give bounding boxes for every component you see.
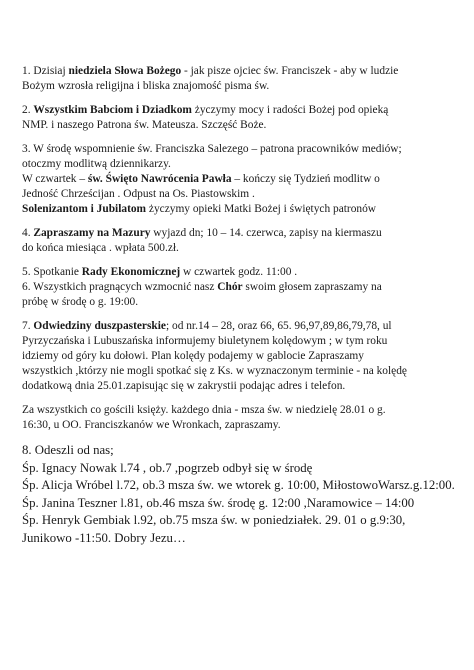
announcement-8-obituaries xyxy=(22,442,458,548)
announcement-3-line-5 xyxy=(22,202,458,217)
text: 4. xyxy=(22,227,34,239)
announcement-4 xyxy=(22,226,458,256)
announcement-4-line-1 xyxy=(22,226,458,241)
bold-text: Zapraszamy na Mazury xyxy=(33,227,151,239)
text: 1. Dzisiaj xyxy=(22,65,69,77)
bold-text: św. Święto Nawrócenia Pawła xyxy=(87,173,232,185)
text: życzymy opieki Matki Bożej i świętych patronów xyxy=(146,203,377,215)
text: wyjazd dn; 10 – 14. czerwca, zapisy na kiermaszu xyxy=(150,227,382,239)
announcement-3-line-3 xyxy=(22,172,458,187)
text: 6. Wszystkich pragnących wzmocnić nasz xyxy=(22,281,218,293)
announcement-7-line-5: dodatkową dnia 25.01.zapisując się w zakrystii podając adres i telefon. xyxy=(22,380,346,392)
guests-note xyxy=(22,403,458,433)
announcement-7-line-2: Pyrzyczańska i Lubuszańska informujemy biuletynem kolędowym ; w tym roku xyxy=(22,335,388,347)
obituary-line-3: Śp. Janina Teszner l.81, ob.46 msza św. środę g. 12:00 ,Naramowice – 14:00 xyxy=(22,495,415,510)
bold-text: Wszystkim Babciom i Dziadkom xyxy=(33,104,192,116)
bold-text: Chór xyxy=(217,281,243,293)
announcement-2 xyxy=(22,103,458,133)
text: W czwartek – xyxy=(22,173,88,185)
text: - jak pisze ojciec św. Franciszek - aby w ludzie xyxy=(181,65,399,77)
announcement-3-line-1: 3. W środę wspomnienie św. Franciszka Salezego – patrona pracowników mediów; xyxy=(22,143,402,155)
obituary-line-4: Śp. Henryk Gembiak l.92, ob.75 msza św. w poniedziałek. 29. 01 o g.9:30, xyxy=(22,513,406,528)
text: ; od nr.14 – 28, oraz 66, 65. 96,97,89,86,79,78, ul xyxy=(165,320,392,332)
bold-text: Odwiedziny duszpasterskie xyxy=(33,320,166,332)
text: życzymy mocy i radości Bożej pod opieką xyxy=(191,104,389,116)
announcement-3-line-2: otoczmy modlitwą dziennikarzy. xyxy=(22,158,171,170)
announcement-7-line-3: idziemy od góry ku dołowi. Plan kolędy podajemy w gablocie Zapraszamy xyxy=(22,350,364,362)
announcement-1 xyxy=(22,64,458,94)
announcement-6-line-1 xyxy=(22,280,458,295)
announcement-4-line-2: do końca miesiąca . wpłata 500.zł. xyxy=(22,242,179,254)
announcement-5-line-1 xyxy=(22,265,458,280)
announcement-1-line-2: Bożym wzrosła religijna i bliska znajomość pisma św. xyxy=(22,80,270,92)
announcement-7-line-4: wszystkich ,którzy nie mogli spotkać się z Ks. w wyznaczonym terminie - na kolędę xyxy=(22,365,407,377)
text: – kończy się Tydzień modlitw o xyxy=(231,173,380,185)
announcement-6-line-2: próbę w środę o g. 19:00. xyxy=(22,296,139,308)
bold-text: Solenizantom i Jubilatom xyxy=(22,203,147,215)
announcement-3 xyxy=(22,142,458,217)
announcement-2-line-1 xyxy=(22,103,458,118)
obituary-line-2: Śp. Alicja Wróbel l.72, ob.3 msza św. we wtorek g. 10:00, MiłostowoWarsz.g.12:00. xyxy=(22,478,455,493)
text: 5. Spotkanie xyxy=(22,266,82,278)
guests-note-line-1: Za wszystkich co gościli księży. każdego dnia - msza św. w niedzielę 28.01 o g. xyxy=(22,404,386,416)
text: swoim głosem zapraszamy na xyxy=(242,281,382,293)
announcements-page xyxy=(22,64,458,557)
obituary-line-1: Śp. Ignacy Nowak l.74 , ob.7 ,pogrzeb odbył się w środę xyxy=(22,460,313,475)
announcement-7 xyxy=(22,319,458,394)
obituaries-heading: 8. Odeszli od nas; xyxy=(22,443,114,457)
text: w czwartek godz. 11:00 . xyxy=(180,266,298,278)
guests-note-line-2: 16:30, u OO. Franciszkanów we Wronkach, zapraszamy. xyxy=(22,419,281,431)
bold-text: Rady Ekonomicznej xyxy=(81,266,181,278)
bold-text: niedziela Słowa Bożego xyxy=(68,65,182,77)
announcement-1-line-1 xyxy=(22,64,458,79)
text: 2. xyxy=(22,104,34,116)
announcement-3-line-4: Jedność Chrześcijan . Odpust na Os. Piastowskim . xyxy=(22,188,255,200)
announcement-2-line-2: NMP. i naszego Patrona św. Mateusza. Szczęść Boże. xyxy=(22,119,267,131)
text: 7. xyxy=(22,320,34,332)
announcement-7-line-1 xyxy=(22,319,458,334)
obituary-line-5: Junikowo -11:50. Dobry Jezu… xyxy=(22,530,186,545)
announcement-5-6 xyxy=(22,265,458,310)
